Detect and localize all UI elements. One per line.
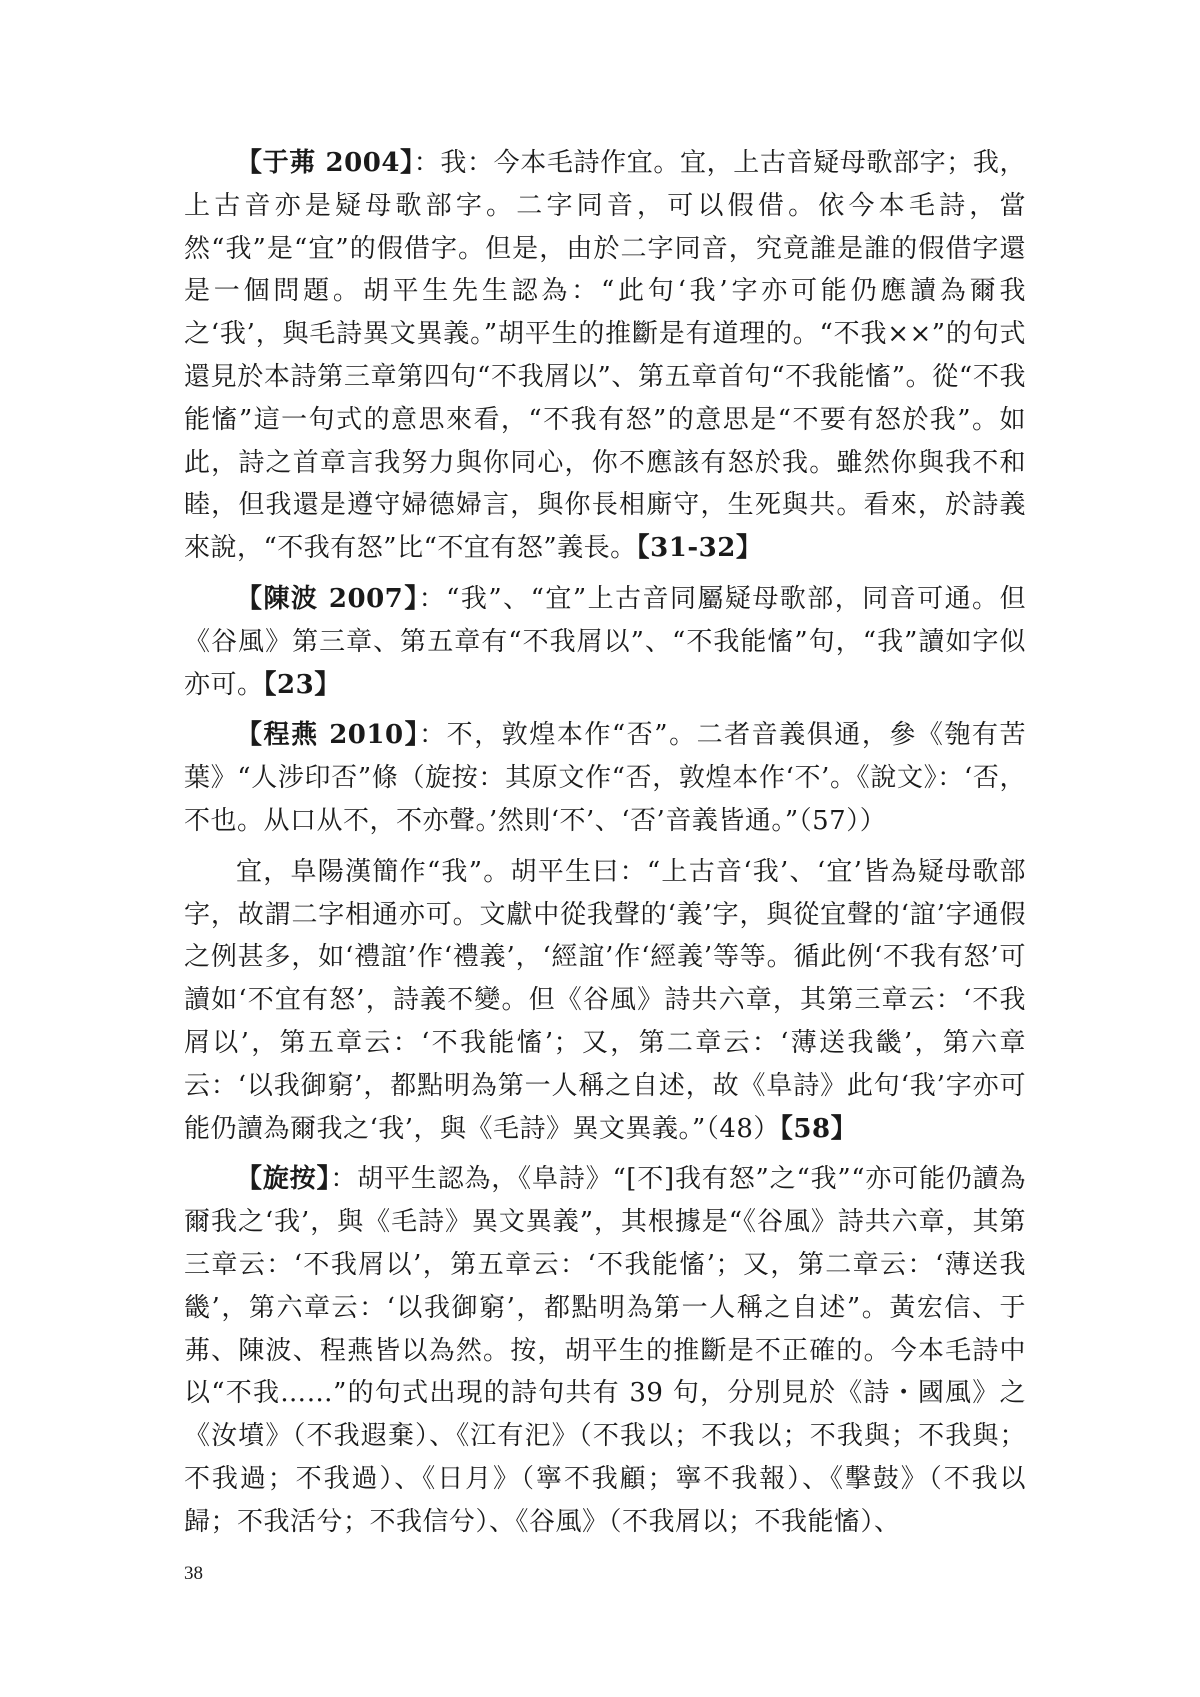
page-reference: 【31-32】	[636, 533, 763, 564]
paragraph-fuyang-note	[184, 851, 1026, 1151]
citation-tag: 【于茀 2004】	[236, 148, 414, 178]
paragraph-text: ：“我”、“宜”上古音同屬疑母歌部，同音可通。但《谷風》第三章、第五章有“不我屑以”、“不我能慉”句，“我”讀如字似亦可。	[184, 583, 1027, 700]
citation-tag: 【陳波 2007】	[236, 583, 419, 614]
document-body	[184, 142, 1026, 1552]
paragraph-text: ：我：今本毛詩作宜。宜，上古音疑母歌部字；我，上古音亦是疑母歌部字。二字同音，可以假借。依今本毛詩，當然“我”是“宜”的假借字。但是，由於二字同音，究竟誰是誰的假借字還是一個問題。胡平生先生認為：“此句‘我’字亦可能仍應讀為爾我之‘我’，與毛詩異文異義。”胡平生的推斷是有道理的。“不我××”的句式還見於本詩第三章第四句“不我屑以”、第五章首句“不我能慉”。從“不我能慉”這一句式的意思來看，“不我有怒”的意思是“不要有怒於我”。如此，詩之首章言我努力與你同心，你不應該有怒於我。雖然你與我不和睦，但我還是遵守婦德婦言，與你長相廝守，生死與共。看來，於詩義來說，“不我有怒”比“不宜有怒”義長。	[184, 148, 1026, 564]
page-number: 38	[184, 1563, 203, 1584]
page-reference: 【58】	[779, 1113, 858, 1144]
paragraph-text: ：不，敦煌本作“否”。二者音義俱通，參《匏有苦葉》“人涉印否”條（旋按：其原文作“否，敦煌本作‘不’。《說文》：‘否，不也。从口从不，不亦聲。’然則‘不’、‘否’音義皆通。”（57））	[184, 720, 1026, 836]
paragraph-text: 宜，阜陽漢簡作“我”。胡平生曰：“上古音‘我’、‘宜’皆為疑母歌部字，故謂二字相通亦可。文獻中從我聲的‘義’字，與從宜聲的‘誼’字通假之例甚多，如‘禮誼’作‘禮義’，‘經誼’作‘經義’等等。循此例‘不我有怒’可讀如‘不宜有怒’，詩義不變。但《谷風》詩共六章，其第三章云：‘不我屑以’，第五章云：‘不我能慉’；又，第二章云：‘薄送我畿’，第六章云：‘以我御窮’，都點明為第一人稱之自述，故《阜詩》此句‘我’字亦可能仍讀為爾我之‘我’，與《毛詩》異文異義。”（48）	[184, 856, 1026, 1144]
paragraph-chen-bo-2007	[184, 578, 1026, 706]
citation-tag: 【旋按】	[236, 1164, 331, 1195]
paragraph-text: ：胡平生認為，《阜詩》“[不]我有怒”之“我”“亦可能仍讀為爾我之‘我’，與《毛詩》異文異義”，其根據是“《谷風》詩共六章，其第三章云：‘不我屑以’，第五章云：‘不我能慉’；又，第二章云：‘薄送我畿’，第六章云：‘以我御窮’，都點明為第一人稱之自述”。黃宏信、于茀、陳波、程燕皆以為然。按，胡平生的推斷是不正確的。今本毛詩中以“不我……”的句式出現的詩句共有 39 句，分別見於《詩・國風》之《汝墳》（不我遐棄）、《江有汜》（不我以；不我以；不我與；不我與；不我過；不我過）、《日月》（寧不我顧；寧不我報）、《擊鼓》（不我以歸；不我活兮；不我信兮）、《谷風》（不我屑以；不我能慉）、	[184, 1164, 1026, 1537]
page-reference: 【23】	[263, 669, 341, 700]
paragraph-xuan-an	[184, 1158, 1026, 1543]
paragraph-cheng-yan-2010	[184, 714, 1026, 842]
citation-tag: 【程燕 2010】	[236, 720, 420, 751]
paragraph-yu-fu-2004	[184, 142, 1026, 570]
